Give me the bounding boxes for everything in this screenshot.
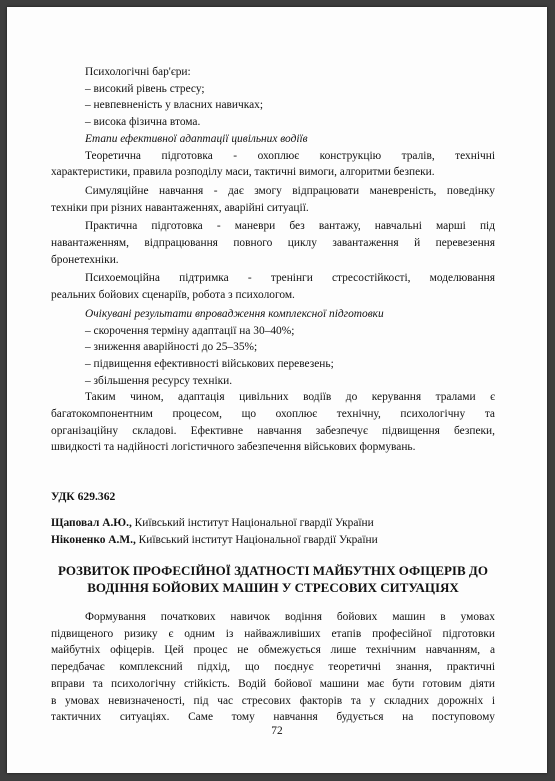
- text-line: Таким чином, адаптація цивільних водіїв до керування тралами є: [85, 391, 495, 404]
- udk-code: УДК 629.362: [51, 490, 116, 503]
- list-item: – зниження аварійності до 25–35%;: [85, 341, 258, 354]
- text-line: швидкості та надійності логістичного забезпечення військових формувань.: [51, 441, 416, 454]
- text-line: бронетехніки.: [51, 253, 119, 266]
- list-item: – збільшення ресурсу техніки.: [85, 374, 233, 387]
- text-line: Симуляційне навчання - дає змогу відпрацювати маневреність, поведінку: [85, 184, 495, 197]
- list-item: – невпевненість у власних навичках;: [85, 99, 264, 112]
- author-line: [51, 517, 374, 529]
- document-page: [7, 7, 547, 773]
- barriers-heading: Психологічні бар'єри:: [85, 66, 191, 78]
- text-line: організаційну складові. Ефективне навчання забезпечує підвищення безпеки,: [51, 424, 495, 437]
- paragraph-simulation: [51, 183, 495, 216]
- text-line: вправи та психологічну стійкість. Водій бойової машини має бути готовим діяти: [51, 677, 495, 690]
- top-section: [51, 64, 495, 458]
- author-name: Ніконенко А.М.,: [51, 534, 136, 546]
- title-line: ВОДІННЯ БОЙОВИХ МАШИН У СТРЕСОВИХ СИТУАЦІЯХ: [87, 580, 459, 595]
- list-item: – висока фізична втома.: [85, 116, 201, 129]
- text-line: тактичних ситуаціях. Саме тому навчання будується на поступовому: [51, 711, 495, 724]
- text-line: передбачає комплексний підхід, що поєднує теоретичні знання, практичні: [51, 661, 495, 674]
- text-line: в умовах невизначеності, під час стресових факторів та у складних дорожніх і: [51, 694, 495, 707]
- paragraph-practice: [51, 218, 495, 268]
- results-heading: Очікувані результати впровадження комплексної підготовки: [85, 307, 384, 320]
- text-line: Формування початкових навичок водіння бойових машин в умовах: [85, 611, 495, 623]
- stages-heading: Етапи ефективної адаптації цивільних водіїв: [85, 132, 308, 145]
- author-affiliation: Київський інститут Національної гвардії України: [131, 517, 374, 529]
- paragraph-psych: [51, 270, 495, 303]
- title-line: РОЗВИТОК ПРОФЕСІЙНОЇ ЗДАТНОСТІ МАЙБУТНІХ ОФІЦЕРІВ ДО: [58, 563, 488, 578]
- author-name: Щаповал А.Ю.,: [51, 517, 132, 529]
- text-line: багатокомпонентним процесом, що охоплює технічну, психологічну та: [51, 408, 495, 421]
- article-title: [51, 562, 495, 596]
- text-line: характеристики, правила розподілу маси, тактичні вимоги, алгоритми безпеки.: [51, 166, 435, 179]
- list-item: – підвищення ефективності військових перевезень;: [85, 357, 334, 370]
- list-item: – скорочення терміну адаптації на 30–40%;: [85, 324, 295, 337]
- author-affiliation: Київський інститут Національної гвардії України: [135, 534, 378, 546]
- text-line: Теоретична підготовка - охоплює конструкцію тралів, технічні: [85, 149, 495, 162]
- text-line: Психоемоційна підтримка - тренінги стресостійкості, моделювання: [85, 272, 495, 285]
- text-line: реальних бойових сценаріїв, робота з психологом.: [51, 289, 295, 302]
- text-line: Практична підготовка - маневри без вантажу, навчальні марші під: [85, 220, 495, 233]
- text-line: підвищеного ризику є одним із найважливіших етапів професійної підготовки: [51, 627, 495, 640]
- text-line: навантаженням, відпрацювання повного циклу завантаження й перевезення: [51, 237, 495, 250]
- paragraph-theory: [51, 148, 495, 181]
- text-line: майбутніх офіцерів. Цей процес не обмежується лише технічним навчанням, а: [51, 644, 495, 657]
- text-line: техніки при різних навантаженнях, аварійні ситуації.: [51, 201, 309, 214]
- list-item: – високий рівень стресу;: [85, 82, 205, 95]
- author-line: [51, 534, 378, 546]
- paragraph-conclusion: [51, 389, 495, 456]
- article-body: [51, 609, 495, 726]
- page-number: 72: [271, 725, 283, 737]
